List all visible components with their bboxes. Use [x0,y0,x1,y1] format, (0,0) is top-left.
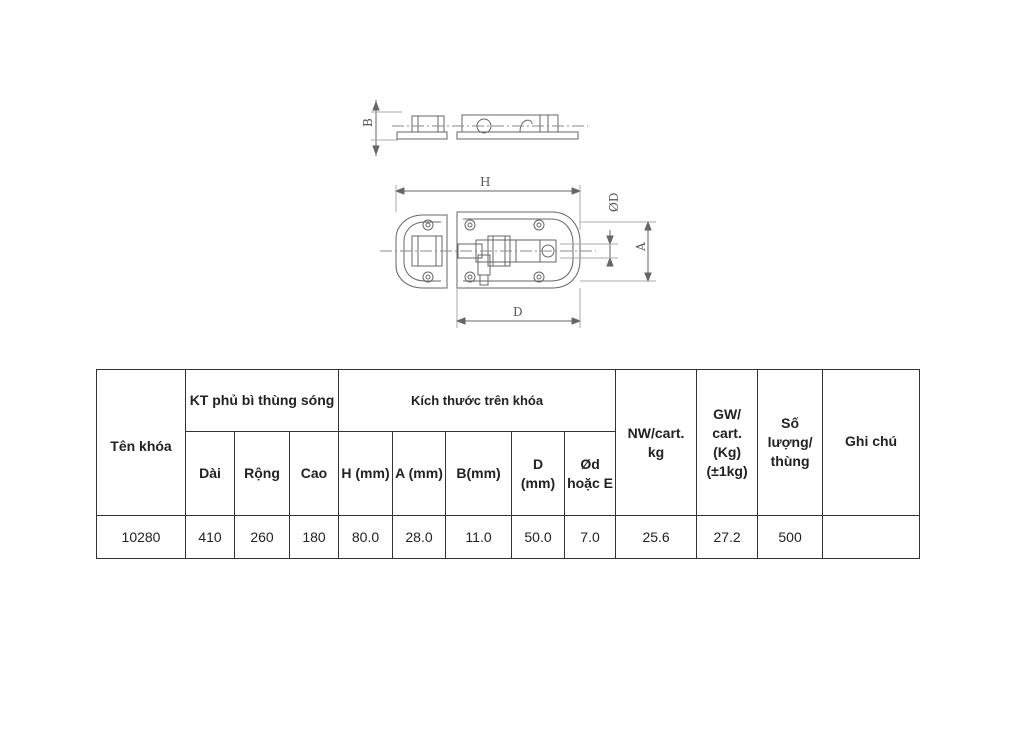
cell-h: 80.0 [339,516,393,559]
spec-table [96,369,920,559]
technical-drawing [0,0,1014,360]
cell-cao: 180 [290,516,339,559]
header-so-luong: Số lượng/ thùng [758,370,823,516]
header-cao: Cao [290,432,339,516]
header-dai: Dài [186,432,235,516]
header-d: D (mm) [512,432,565,516]
header-h: H (mm) [339,432,393,516]
cell-ghi-chu [823,516,920,559]
cell-nw: 25.6 [616,516,697,559]
dim-label-a: A [634,242,648,251]
cell-so-luong: 500 [758,516,823,559]
table-row [97,516,920,559]
barrel-bolt-drawing [0,0,1014,360]
cell-d: 50.0 [512,516,565,559]
dim-label-od: ØD [607,192,621,212]
header-a: A (mm) [393,432,446,516]
header-b: B(mm) [446,432,512,516]
header-kich-thuoc-group: Kích thước trên khóa [339,370,616,432]
dim-label-d: D [513,305,523,319]
dim-label-b: B [361,118,375,127]
cell-dai: 410 [186,516,235,559]
cell-a: 28.0 [393,516,446,559]
header-od: Ød hoặc E [565,432,616,516]
header-rong: Rộng [235,432,290,516]
cell-od: 7.0 [565,516,616,559]
cell-gw: 27.2 [697,516,758,559]
header-kt-group: KT phủ bì thùng sóng [186,370,339,432]
header-ghi-chu: Ghi chú [823,370,920,516]
cell-rong: 260 [235,516,290,559]
header-nw: NW/cart. kg [616,370,697,516]
header-ten-khoa: Tên khóa [97,370,186,516]
header-row-1 [97,370,920,432]
cell-b: 11.0 [446,516,512,559]
dim-label-h: H [480,175,491,189]
header-gw: GW/ cart. (Kg) (±1kg) [697,370,758,516]
cell-ten-khoa: 10280 [97,516,186,559]
